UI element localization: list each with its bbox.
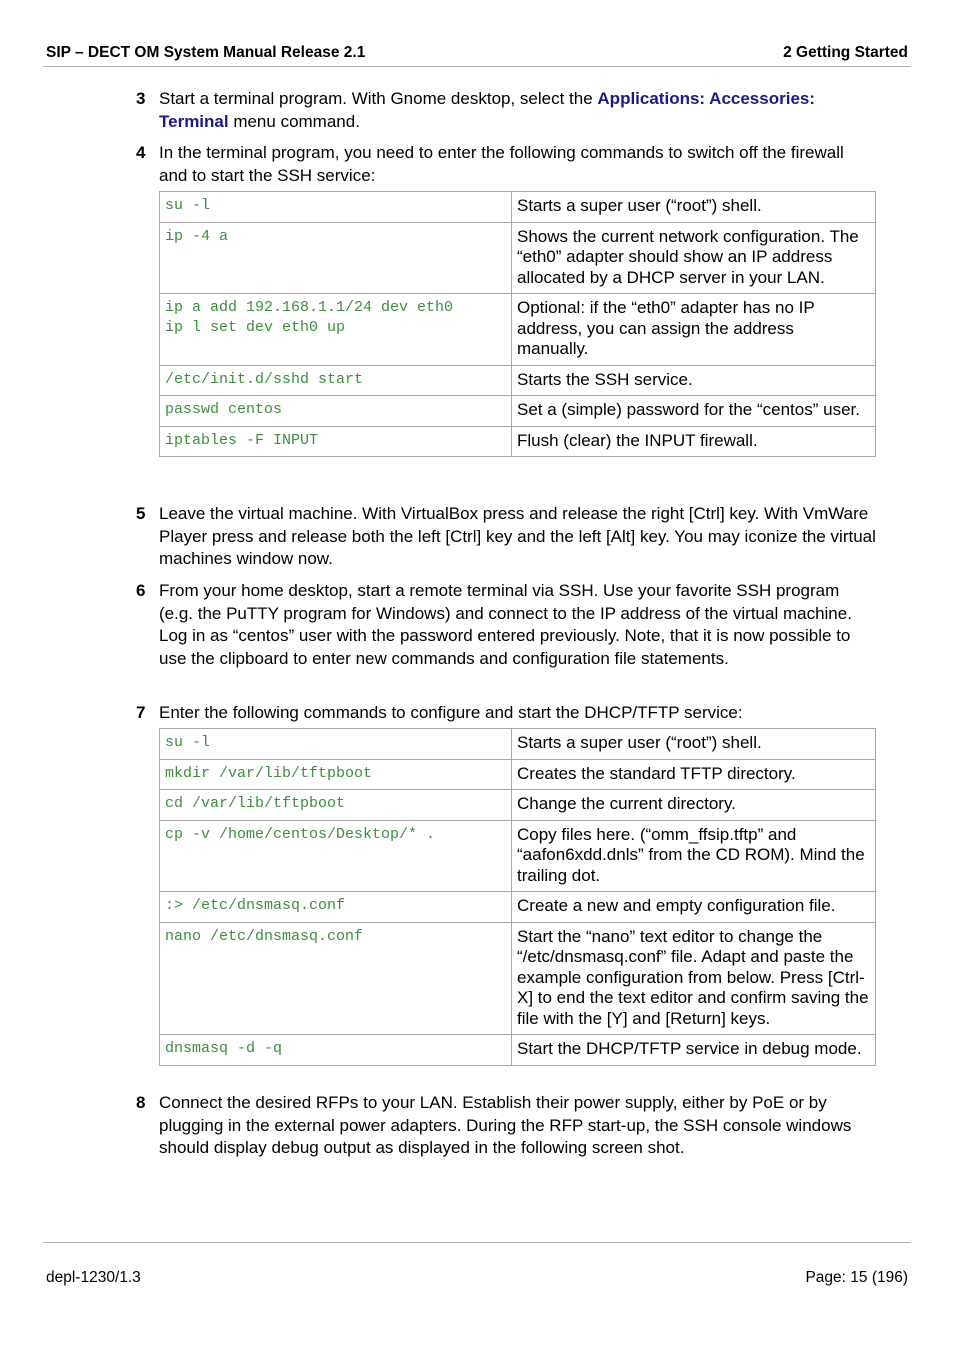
page-footer	[43, 1242, 911, 1293]
command-row	[160, 294, 876, 366]
command-cell	[160, 222, 512, 294]
command-description: Starts a super user (“root”) shell.	[512, 192, 876, 223]
command-cell	[160, 192, 512, 223]
command-cell	[160, 820, 512, 892]
command-row	[160, 759, 876, 790]
command-description: Change the current directory.	[512, 790, 876, 821]
step-text-before: Start a terminal program. With Gnome desktop, select the	[159, 89, 598, 108]
command-row	[160, 396, 876, 427]
command-description: Creates the standard TFTP directory.	[512, 759, 876, 790]
step-text	[159, 88, 876, 133]
command-description: Shows the current network configuration. The “eth0” adapter should show an IP address allocated by a DHCP server in your LAN.	[512, 222, 876, 294]
command-line: ip l set dev eth0 up	[165, 319, 346, 336]
step-3	[136, 88, 876, 133]
step-text: In the terminal program, you need to enter the following commands to switch off the firewall and to start the SSH service:	[159, 143, 844, 185]
command-description: Copy files here. (“omm_ffsip.tftp” and “aafon6xdd.dnls” from the CD ROM). Mind the trailing dot.	[512, 820, 876, 892]
command-cell	[160, 790, 512, 821]
step-7	[136, 702, 876, 725]
command-cell	[160, 1035, 512, 1066]
command-description: Start the “nano” text editor to change the “/etc/dnsmasq.conf” file. Adapt and paste the example configuration from below. Press [Ctrl-X] to end the text editor and confirm saving the file with the [Y] and [Return] keys.	[512, 922, 876, 1035]
document-id: depl-1230/1.3	[46, 1269, 141, 1286]
step-number: 8	[136, 1093, 146, 1112]
command-cell	[160, 892, 512, 923]
step-6	[136, 580, 876, 670]
step-text: Enter the following commands to configure and start the DHCP/TFTP service:	[159, 703, 743, 722]
command-cell	[160, 294, 512, 366]
command-description: Optional: if the “eth0” adapter has no IP address, you can assign the address manually.	[512, 294, 876, 366]
step-number: 6	[136, 581, 146, 600]
command-row	[160, 192, 876, 223]
command-line: mkdir /var/lib/tftpboot	[165, 764, 373, 782]
command-description: Start the DHCP/TFTP service in debug mode.	[512, 1035, 876, 1066]
step-text: Leave the virtual machine. With VirtualBox press and release the right [Ctrl] key. With VmWare Player press and release both the left [Ctrl] key and the left [Alt] key. You may iconize the virtual machines window now.	[159, 504, 876, 568]
command-row	[160, 892, 876, 923]
command-line: cd /var/lib/tftpboot	[165, 795, 346, 812]
command-row	[160, 790, 876, 821]
step-number: 3	[136, 89, 146, 108]
step-number: 4	[136, 143, 146, 162]
command-line: :> /etc/dnsmasq.conf	[165, 897, 346, 914]
command-line: /etc/init.d/sshd start	[165, 370, 364, 388]
command-line: iptables -F INPUT	[165, 431, 319, 449]
command-row	[160, 820, 876, 892]
command-cell	[160, 729, 512, 760]
step-text: Connect the desired RFPs to your LAN. Establish their power supply, either by PoE or by plugging in the external power adapters. During the RFP start-up, the SSH console windows should display debug output as displayed in the following screen shot.	[159, 1093, 852, 1157]
step-text-after: menu command.	[228, 111, 360, 131]
command-description: Starts the SSH service.	[512, 365, 876, 396]
page-number: Page: 15 (196)	[805, 1269, 908, 1286]
command-line: cp -v /home/centos/Desktop/* .	[165, 825, 436, 843]
command-line: passwd centos	[165, 401, 283, 418]
command-row	[160, 426, 876, 457]
command-line: ip -4 a	[165, 227, 229, 245]
command-description: Starts a super user (“root”) shell.	[512, 729, 876, 760]
manual-title: SIP – DECT OM System Manual Release 2.1	[46, 44, 366, 61]
command-line: su -l	[165, 197, 211, 214]
step-5	[136, 503, 876, 571]
command-cell	[160, 396, 512, 427]
command-cell	[160, 922, 512, 1035]
command-cell	[160, 426, 512, 457]
command-row	[160, 365, 876, 396]
command-description: Flush (clear) the INPUT firewall.	[512, 426, 876, 457]
command-row	[160, 729, 876, 760]
command-line: dnsmasq -d -q	[165, 1040, 283, 1057]
chapter-title: 2 Getting Started	[783, 44, 908, 61]
command-row	[160, 222, 876, 294]
step-4	[136, 142, 876, 187]
step-8	[136, 1092, 876, 1160]
command-description: Create a new and empty configuration file.	[512, 892, 876, 923]
step-text: From your home desktop, start a remote terminal via SSH. Use your favorite SSH program (e.g. the PuTTY program for Windows) and connect to the IP address of the virtual machine. Log in as “centos” user with the password entered previously. Note, that it is now possible to use the clipboard to enter new commands and configuration file statements.	[159, 581, 852, 668]
firewall-ssh-commands-table	[159, 191, 876, 457]
command-line: ip a add 192.168.1.1/24 dev eth0	[165, 299, 454, 316]
command-line: su -l	[165, 734, 211, 751]
command-cell	[160, 365, 512, 396]
command-row	[160, 922, 876, 1035]
command-line: nano /etc/dnsmasq.conf	[165, 927, 364, 945]
dhcp-tftp-commands-table	[159, 728, 876, 1066]
page-header	[43, 40, 911, 67]
menu-path-link: Applications: Accessories: Terminal	[159, 89, 816, 131]
command-description: Set a (simple) password for the “centos” user.	[512, 396, 876, 427]
command-cell	[160, 759, 512, 790]
step-number: 7	[136, 703, 146, 722]
step-number: 5	[136, 504, 146, 523]
command-row	[160, 1035, 876, 1066]
